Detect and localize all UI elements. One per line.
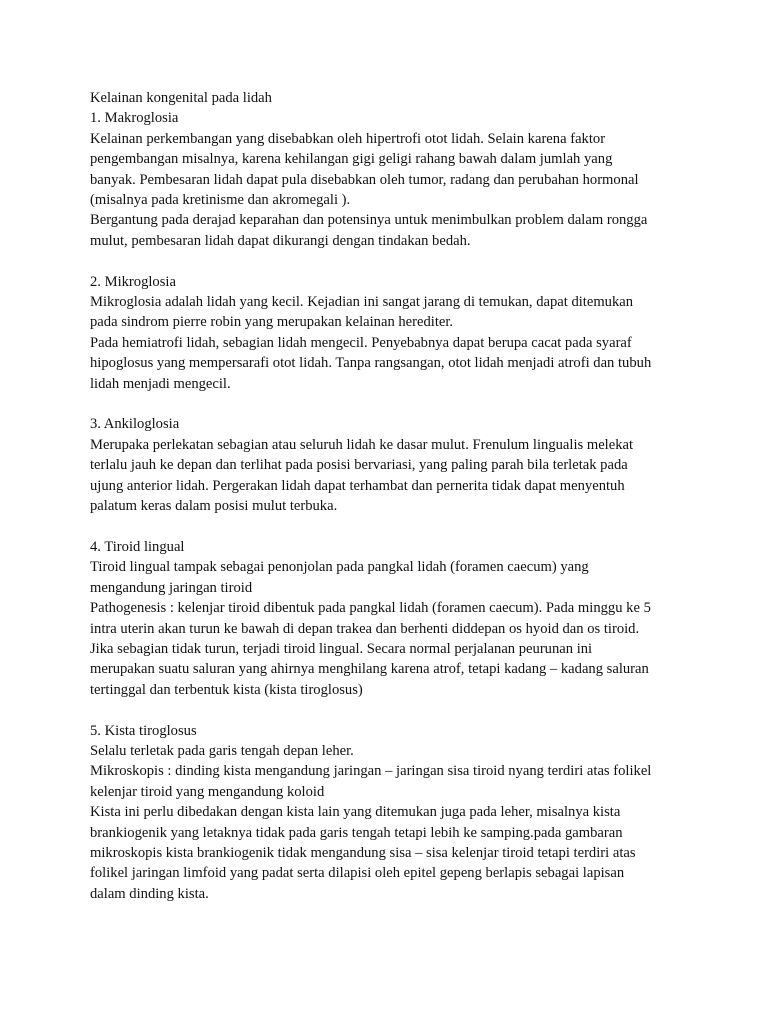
paragraph-line: Kelainan perkembangan yang disebabkan oleh hipertrofi otot lidah. Selain karena faktor: [90, 130, 606, 147]
paragraph-line: Pada hemiatrofi lidah, sebagian lidah mengecil. Penyebabnya dapat berupa cacat pada syaraf: [90, 334, 632, 351]
paragraph-line: hipoglosus yang mempersarafi otot lidah. Tanpa rangsangan, otot lidah menjadi atrofi dan tubuh: [90, 355, 652, 372]
paragraph-line: Jika sebagian tidak turun, terjadi tiroid lingual. Secara normal perjalanan peurunan ini: [90, 640, 593, 657]
paragraph-line: ujung anterior lidah. Pergerakan lidah dapat terhambat dan pernerita tidak dapat menyentuh: [90, 477, 625, 494]
section-kista-tiroglosus: [90, 721, 690, 905]
paragraph-line: terlalu jauh ke depan dan terlihat pada posisi bervariasi, yang paling parah bila terletak pada: [90, 457, 628, 474]
paragraph-line: tertinggal dan terbentuk kista (kista tiroglosus): [90, 681, 363, 698]
section-heading: 3. Ankiloglosia: [90, 416, 180, 433]
paragraph-line: Bergantung pada derajad keparahan dan potensinya untuk menimbulkan problem dalam rongga: [90, 212, 648, 229]
section-spacer: [90, 517, 690, 537]
paragraph-line: Pathogenesis : kelenjar tiroid dibentuk pada pangkal lidah (foramen caecum). Pada minggu ke 5: [90, 600, 651, 617]
section-spacer: [90, 394, 690, 414]
paragraph-line: mikroskopis kista brankiogenik tidak mengandung sisa – sisa kelenjar tiroid tetapi terdiri atas: [90, 844, 636, 861]
paragraph-line: (misalnya pada kretinisme dan akromegali ).: [90, 192, 351, 209]
paragraph-line: mengandung jaringan tiroid: [90, 579, 253, 596]
paragraph-line: pengembangan misalnya, karena kehilangan gigi geligi rahang bawah dalam jumlah yang: [90, 151, 613, 168]
paragraph-line: Selalu terletak pada garis tengah depan leher.: [90, 742, 354, 759]
paragraph-line: Merupaka perlekatan sebagian atau seluruh lidah ke dasar mulut. Frenulum lingualis melekat: [90, 436, 634, 453]
paragraph-line: Mikroglosia adalah lidah yang kecil. Kejadian ini sangat jarang di temukan, dapat ditemukan: [90, 294, 634, 311]
section-heading: 4. Tiroid lingual: [90, 538, 185, 555]
section-heading: 5. Kista tiroglosus: [90, 722, 197, 739]
section-heading: 2. Mikroglosia: [90, 273, 176, 290]
section-makroglosia: [90, 108, 690, 251]
paragraph-line: Kista ini perlu dibedakan dengan kista lain yang ditemukan juga pada leher, misalnya kista: [90, 804, 621, 821]
paragraph-line: folikel jaringan limfoid yang padat serta dilapisi oleh epitel gepeng berlapis sebagai lapisan: [90, 865, 625, 882]
section-spacer: [90, 700, 690, 720]
paragraph-line: mulut, pembesaran lidah dapat dikurangi dengan tindakan bedah.: [90, 232, 471, 249]
paragraph-line: kelenjar tiroid yang mengandung koloid: [90, 783, 325, 800]
section-tiroid-lingual: [90, 537, 690, 700]
paragraph-line: palatum keras dalam posisi mulut terbuka.: [90, 498, 338, 515]
section-spacer: [90, 251, 690, 271]
paragraph-line: merupakan suatu saluran yang ahirnya menghilang karena atrof, tetapi kadang – kadang saluran: [90, 661, 649, 678]
section-ankiloglosia: [90, 414, 690, 516]
paragraph-line: pada sindrom pierre robin yang merupakan kelainan herediter.: [90, 314, 454, 331]
section-heading: 1. Makroglosia: [90, 110, 179, 127]
paragraph-line: Mikroskopis : dinding kista mengandung jaringan – jaringan sisa tiroid nyang terdiri atas folikel: [90, 763, 652, 780]
paragraph-line: Tiroid lingual tampak sebagai penonjolan pada pangkal lidah (foramen caecum) yang: [90, 559, 589, 576]
document-page: [90, 88, 690, 904]
section-mikroglosia: [90, 272, 690, 394]
paragraph-line: dalam dinding kista.: [90, 885, 209, 902]
paragraph-line: intra uterin akan turun ke bawah di depan trakea dan berhenti diddepan os hyoid dan os tiroid.: [90, 620, 640, 637]
paragraph-line: banyak. Pembesaran lidah dapat pula disebabkan oleh tumor, radang dan perubahan hormonal: [90, 171, 639, 188]
document-title: Kelainan kongenital pada lidah: [90, 90, 272, 106]
paragraph-line: lidah menjadi mengecil.: [90, 375, 231, 392]
paragraph-line: brankiogenik yang letaknya tidak pada garis tengah tetapi lebih ke samping.pada gambaran: [90, 824, 623, 841]
